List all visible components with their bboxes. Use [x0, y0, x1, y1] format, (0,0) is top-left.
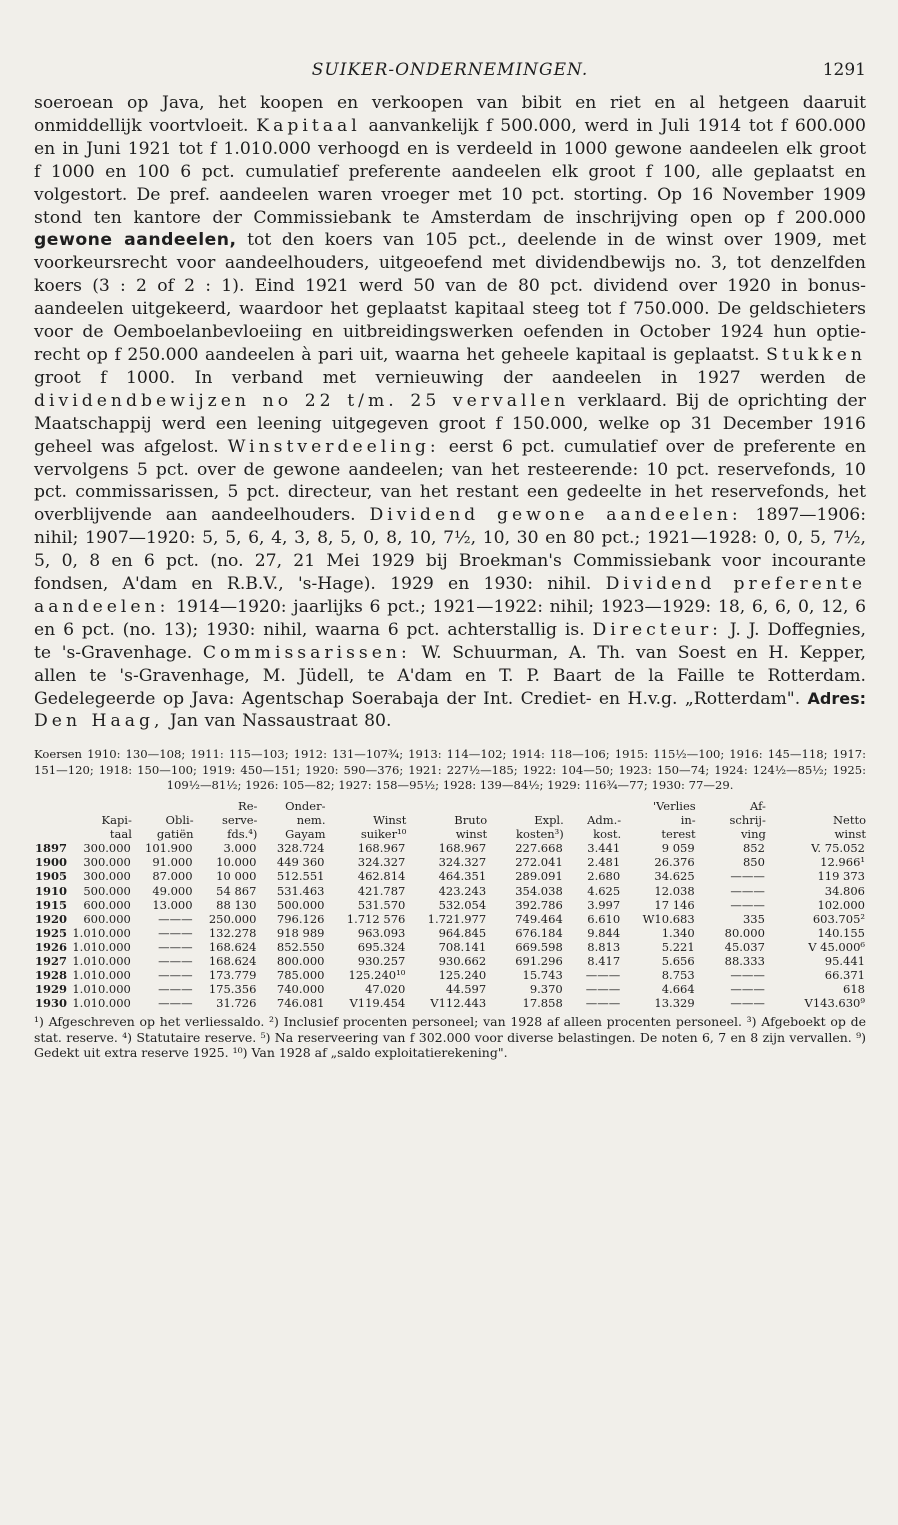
table-cell: 600.000 [83, 897, 131, 912]
running-title: SUIKER-ONDERNEMINGEN. [311, 60, 589, 80]
table-cell: ——— [158, 954, 193, 969]
stukken-label: Stukken [766, 344, 866, 365]
row-year: 1915 [35, 897, 68, 912]
column-header: 'Verlies in- terest [652, 798, 696, 842]
kapitaal-label: Kapitaal [256, 115, 361, 136]
text-segment: groot f 1000. In verband met vernieuwing der aandeelen in 1927 werden de [34, 367, 866, 388]
table-cell: 785.000 [276, 968, 325, 983]
table-cell: 708.141 [438, 939, 487, 954]
table-body [34, 841, 866, 1010]
table-cell: 173.779 [208, 968, 257, 983]
table-cell: 695.324 [357, 939, 406, 954]
text-segment: 1897—1906: nihil; 1907—1920: 5, 5, 6, 4, 3, 8, 5, 0, 8, 10, 7½, 10, 30 en 80 pct.; 1921—1928: 0, 0, 5, 7½, 5, 0, 8 en 6 pct. (no. 27, 21 Mei 1929 bij Broekman's Commissiebank voor incourante fondsen, A'dam en R.B.V., 's-Hage). 1929 en 1930: nihil. [34, 505, 866, 595]
table-cell: 852.550 [276, 939, 325, 954]
table-cell: 49.000 [152, 883, 193, 898]
text-segment: Jan van Nassaustraat 80. [169, 711, 392, 732]
table-cell: 10 000 [216, 869, 257, 884]
adres-label: Adres: [807, 688, 866, 708]
page-number: 1291 [822, 60, 866, 80]
table-cell: 669.598 [515, 939, 563, 954]
table-cell: 532.054 [438, 897, 487, 912]
table-cell: 852 [742, 841, 765, 856]
table-cell: W10.683 [642, 911, 695, 926]
table-cell: 10.000 [216, 855, 257, 870]
table-cell: 227.668 [515, 841, 563, 856]
table-cell: 87.000 [152, 869, 193, 884]
table-cell: 8.753 [661, 968, 695, 983]
table-row [34, 954, 866, 968]
table-cell: ——— [585, 996, 621, 1011]
row-year: 1925 [35, 925, 68, 940]
table-cell: 618 [843, 982, 865, 997]
text-segment: aanvankelijk f 500.000, werd in Juli 1914 tot f 600.000 en in Juni 1921 tot f 1.010.000 verhoogd en is verdeeld in 1000 gewone aandeelen elk groot f 1000 en 100 6 pct. cumulatief preferente aandeelen elk groot f 100, alle geplaatst en volgestort. De pref. aandeelen waren vroeger met 10 pct. storting. Op 16 November 1909 stond ten kantore der Commissiebank te Amsterdam de inschrijving open op f 200.000 [34, 115, 866, 228]
table-cell: 324.327 [438, 855, 487, 870]
table-cell: 930.257 [357, 954, 406, 969]
table-cell: 1.010.000 [72, 939, 131, 954]
table-cell: 676.184 [515, 925, 563, 940]
table-cell: 168.967 [357, 841, 406, 856]
table-cell: ——— [158, 925, 193, 940]
text-segment: eerst 6 pct. cumulatief over de preferente en vervolgens 5 pct. over de gewone aandeelen; van het resteerende: 10 pct. reservefonds, 10 pct. commissarissen, 5 pct. directeur, van het restant een gedeelte in het reservefonds, het overblijvende aan aandeelhouders. [34, 436, 867, 526]
row-year: 1897 [35, 841, 68, 856]
table-cell: 324.327 [357, 855, 406, 870]
table-row [34, 869, 866, 883]
table-cell: 1.340 [661, 925, 695, 940]
table-cell: 66.371 [824, 968, 865, 983]
column-header: Bruto winst [454, 813, 488, 842]
column-header: Af- schrij- ving [729, 798, 766, 842]
table-cell: 512.551 [276, 869, 325, 884]
table-cell: 9.370 [529, 982, 563, 997]
table-row [34, 898, 866, 912]
table-header-row [34, 799, 866, 841]
page-header [34, 52, 866, 92]
table-cell: ——— [730, 897, 765, 912]
table-cell: ——— [158, 996, 193, 1011]
row-year: 1927 [35, 954, 68, 969]
table-cell: 354.038 [515, 883, 563, 898]
table-cell: 796.126 [276, 911, 325, 926]
table-cell: 119 373 [817, 869, 865, 884]
row-year: 1905 [35, 869, 68, 884]
table-cell: 749.464 [515, 911, 563, 926]
table-cell: 91.000 [152, 855, 193, 870]
table-cell: 423.243 [438, 883, 487, 898]
table-cell: ——— [158, 982, 193, 997]
table-cell: 125.240¹⁰ [348, 968, 406, 983]
table-cell: V112.443 [430, 996, 487, 1011]
table-cell: 26.376 [654, 855, 695, 870]
table-cell: ——— [730, 982, 765, 997]
table-cell: 930.662 [438, 954, 487, 969]
table-cell: 3.997 [587, 897, 621, 912]
table-cell: 328.724 [276, 841, 325, 856]
column-header: Adm.- kost. [587, 813, 622, 842]
table-row [34, 855, 866, 869]
footnotes: ¹) Afgeschreven op het verliessaldo. ²) Inclusief procenten personeel; van 1928 af alleen procenten personeel. ³) Afgeboekt op de stat. reserve. ⁴) Statutaire reserve. ⁵) Na reserveering van f 302.000 voor diverse belastingen. De noten 6, 7 en 8 zijn vervallen. ⁹) Gedekt uit extra reserve 1925. ¹⁰) Van 1928 af „saldo exploitatierekening". [34, 1014, 866, 1060]
table-cell: 421.787 [357, 883, 406, 898]
table-cell: 17.858 [522, 996, 563, 1011]
table-cell: 13.329 [654, 996, 695, 1011]
table-cell: 1.712 576 [346, 911, 406, 926]
table-cell: 47.020 [365, 982, 406, 997]
text-segment: 1914—1920: jaarlijks 6 pct.; 1921—1922: nihil; 1923—1929: 18, 6, 6, 0, 12, 6 en 6 pct. (no. 13); 1930: nihil, waarna 6 pct. achterstallig is. [34, 596, 867, 640]
table-cell: 12.966¹ [820, 855, 865, 870]
table-cell: 964.845 [438, 925, 487, 940]
table-cell: 34.806 [824, 883, 865, 898]
column-header: Netto winst [832, 813, 866, 842]
table-cell: 1.010.000 [72, 925, 131, 940]
table-cell: 34.625 [654, 869, 695, 884]
column-header: Expl. kosten³) [516, 813, 564, 842]
table-cell: 168.967 [438, 841, 487, 856]
row-year: 1930 [35, 996, 68, 1011]
table-cell: 1.010.000 [72, 982, 131, 997]
company-description [34, 92, 866, 733]
table-cell: 5.656 [661, 954, 695, 969]
table-cell: ——— [158, 939, 193, 954]
text-segment: verklaard. Bij de oprichting der Maatschappij werd een leening uitgegeven groot f 150.000, welke op 31 December 1916 geheel was afgelost. [34, 390, 867, 457]
city-label: Den Haag, [34, 711, 164, 732]
table-cell: 1.010.000 [72, 954, 131, 969]
table-cell: 850 [742, 855, 765, 870]
column-header: Winst suiker¹⁰ [360, 813, 407, 842]
table-row [34, 912, 866, 926]
table-cell: 8.417 [587, 954, 621, 969]
table-cell: 691.296 [515, 954, 563, 969]
table-cell: 1.010.000 [72, 968, 131, 983]
table-cell: 9 059 [661, 841, 695, 856]
table-cell: 2.481 [587, 855, 621, 870]
table-cell: 13.000 [152, 897, 193, 912]
table-cell: 4.625 [587, 883, 621, 898]
table-cell: 5.221 [661, 939, 695, 954]
table-cell: 464.351 [438, 869, 487, 884]
table-cell: 140.155 [817, 925, 865, 940]
table-cell: 250.000 [208, 911, 257, 926]
table-cell: ——— [585, 982, 621, 997]
row-year: 1929 [35, 982, 68, 997]
table-cell: 918 989 [276, 925, 325, 940]
table-cell: 175.356 [208, 982, 257, 997]
table-cell: 531.463 [276, 883, 325, 898]
table-cell: 54 867 [216, 883, 257, 898]
dividendbewijzen-label: dividendbewijzen no 22 t/m. 25 vervallen [34, 390, 570, 411]
table-cell: 300.000 [83, 841, 131, 856]
table-cell: V143.630⁹ [804, 996, 865, 1011]
table-cell: 168.624 [208, 954, 257, 969]
table-cell: 9.844 [587, 925, 621, 940]
table-cell: 272.041 [515, 855, 563, 870]
text-segment: tot den koers van 105 pct., deelende in de winst over 1909, met voorkeursrecht voor aandeelhouders, uitgeoefend met dividendbewijs no. 3, tot denzelfden koers (3 : 2 of 2 : 1). Eind 1921 werd 50 van de 80 pct. dividend over 1920 in bonus-aandeelen uitgekeerd, waardoor het geplaatst kapitaal steeg tot f 750.000. De geldschieters voor de Oemboelanbevloeiing en uitbreidingswerken oefenden in October 1924 hun optie-recht op f 250.000 aandeelen à pari uit, waarna het geheele kapitaal is geplaatst. [34, 230, 867, 365]
column-header: Re- serve- fds.⁴) [222, 798, 258, 842]
commissarissen-label: Commissarissen: [202, 642, 411, 663]
table-cell: ——— [730, 968, 765, 983]
table-row [34, 968, 866, 982]
table-row [34, 982, 866, 996]
table-cell: 300.000 [83, 869, 131, 884]
table-cell: 44.597 [445, 982, 487, 997]
table-cell: 600.000 [83, 911, 131, 926]
table-cell: 17 146 [654, 897, 695, 912]
row-year: 1928 [35, 968, 68, 983]
directeur-label: Directeur: [592, 619, 722, 640]
dividend-preferente-label: Dividend preferente aandeelen: [34, 574, 867, 617]
text-segment: W. Schuurman, A. Th. van Soest en H. Kepper, allen te 's-Gravenhage, M. Jüdell, te A'dam en T. P. Baart de la Faille te Rotterdam. Gedelegeerde op Java: Agentschap Soerabaja der Int. Crediet- en H.v.g. „Rotterdam". [34, 642, 866, 709]
table-cell: 531.570 [357, 897, 406, 912]
table-cell: 101.900 [145, 841, 193, 856]
table-cell: 335 [742, 911, 765, 926]
table-row [34, 926, 866, 940]
table-cell: 95.441 [824, 954, 865, 969]
table-cell: 3.441 [587, 841, 621, 856]
row-year: 1900 [35, 855, 68, 870]
table-cell: 746.081 [276, 996, 325, 1011]
table-cell: ——— [730, 996, 765, 1011]
table-cell: 963.093 [357, 925, 406, 940]
table-cell: ——— [730, 883, 765, 898]
table-cell: ——— [158, 968, 193, 983]
table-cell: 12.038 [654, 883, 695, 898]
table-cell: V119.454 [349, 996, 406, 1011]
table-cell: 88.333 [724, 954, 765, 969]
table-cell: 45.037 [724, 939, 765, 954]
financial-table [34, 799, 866, 1010]
text-segment: soeroean op Java, het koopen en verkoopen van bibit en riet en al hetgeen daaruit onmiddellijk voortvloeit. [34, 93, 866, 136]
table-cell: 2.680 [587, 869, 621, 884]
table-cell: 740.000 [276, 982, 325, 997]
table-cell: 8.813 [587, 939, 621, 954]
table-cell: 603.705² [812, 911, 865, 926]
page [34, 52, 866, 1073]
table-cell: V 45.000⁶ [808, 939, 865, 954]
table-cell: 4.664 [661, 982, 695, 997]
table-cell: 6.610 [587, 911, 621, 926]
table-cell: 462.814 [357, 869, 406, 884]
table-cell: 500.000 [83, 883, 131, 898]
table-cell: 125.240 [438, 968, 487, 983]
row-year: 1920 [35, 911, 68, 926]
table-cell: 800.000 [276, 954, 325, 969]
table-cell: 500.000 [276, 897, 325, 912]
table-cell: ——— [158, 911, 193, 926]
table-row [34, 996, 866, 1010]
table-cell: 102.000 [817, 897, 865, 912]
text-segment: J. J. Doffegnies, te 's-Gravenhage. [34, 619, 866, 663]
table-cell: 449 360 [276, 855, 325, 870]
table-cell: 3.000 [223, 841, 257, 856]
table-row [34, 940, 866, 954]
table-cell: 132.278 [208, 925, 257, 940]
row-year: 1910 [35, 883, 68, 898]
table-cell: 80.000 [724, 925, 765, 940]
column-header: Onder- nem. Gayam [285, 798, 326, 842]
table-cell: 300.000 [83, 855, 131, 870]
table-cell: 289.091 [515, 869, 563, 884]
winstverdeeling-label: Winstverdeeling: [227, 436, 440, 457]
table-cell: ——— [730, 869, 765, 884]
gewone-aandeelen-label: gewone aandeelen, [34, 230, 237, 251]
table-row [34, 884, 866, 898]
row-year: 1926 [35, 939, 68, 954]
dividend-gewone-label: Dividend gewone aandeelen: [369, 505, 742, 526]
table-cell: 168.624 [208, 939, 257, 954]
table-cell: 31.726 [216, 996, 257, 1011]
table-cell: 15.743 [522, 968, 563, 983]
table-cell: 392.786 [515, 897, 563, 912]
table-cell: 1.010.000 [72, 996, 131, 1011]
column-header: Obli- gatiën [156, 813, 194, 842]
table-cell: 88 130 [216, 897, 257, 912]
table-row [34, 841, 866, 855]
table-cell: ——— [585, 968, 621, 983]
column-header [34, 799, 70, 841]
table-cell: V. 75.052 [811, 841, 865, 856]
table-cell: 1.721.977 [427, 911, 487, 926]
column-header: Kapi- taal [101, 813, 132, 842]
stock-quotes: Koersen 1910: 130—108; 1911: 115—103; 1912: 131—107¾; 1913: 114—102; 1914: 118—106; 1915: 115½—100; 1916: 145—118; 1917: 151—120; 1918: 150—100; 1919: 450—151; 1920: 590—376; 1921: 227½—185; 1922: 104—50; 1923: 150—74; 1924: 124½—85½; 1925: 109½—81½; 1926: 105—82; 1927: 158—95½; 1928: 139—84½; 1929: 116¾—77; 1930: 77—29. [34, 747, 866, 792]
